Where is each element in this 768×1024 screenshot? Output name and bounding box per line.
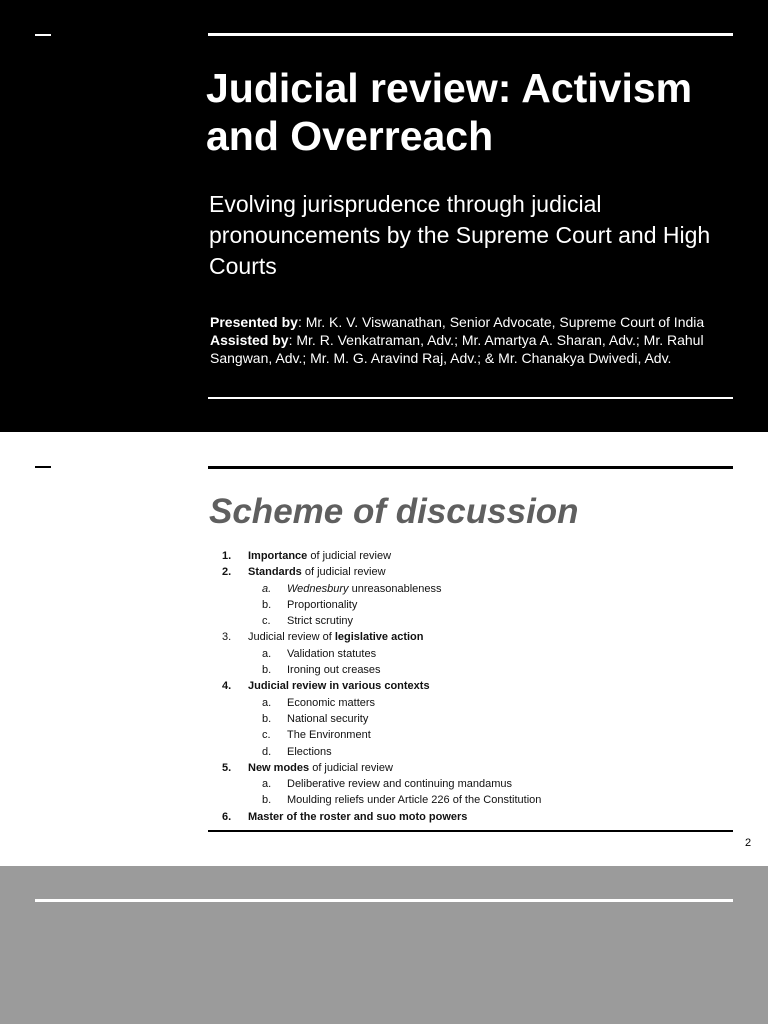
list-item-text — [248, 564, 386, 580]
agenda-slide — [0, 432, 768, 866]
sub-list-item-letter: c. — [262, 729, 271, 742]
sub-list-item — [222, 792, 742, 808]
sub-list-item-label: Proportionality — [287, 598, 358, 611]
list-item-text — [248, 629, 423, 645]
sub-list-item-label: Strict scrutiny — [287, 615, 354, 628]
list-item-text-rest: of judicial review — [307, 550, 392, 562]
sub-list-item — [222, 727, 742, 743]
list-item-text-rest: of judicial review — [309, 761, 393, 774]
top-rule — [208, 33, 733, 36]
presenter-text: : Mr. K. V. Viswanathan, Senior Advocate, Supreme Court of India — [297, 314, 705, 330]
list-item-text-rest: of judicial review — [301, 566, 386, 579]
list-item-text — [248, 678, 430, 694]
sub-list-item-label: Ironing out creases — [287, 664, 381, 677]
list-item-emphasis: Standards — [248, 566, 302, 579]
sub-list-item — [222, 613, 742, 629]
sub-list-item-label: Elections — [287, 745, 332, 758]
sub-list-item-text — [287, 792, 541, 808]
list-item — [222, 564, 742, 580]
list-item-number: 5. — [222, 761, 232, 774]
sub-list-item-letter: d. — [262, 745, 272, 758]
sub-list-item-text — [287, 581, 442, 597]
sub-list-item — [222, 597, 742, 613]
top-rule — [35, 899, 733, 902]
list-item-emphasis: Importance — [248, 550, 308, 562]
sub-list-item-letter: c. — [262, 615, 271, 628]
sub-list-item-label: National security — [287, 712, 369, 725]
sub-list-item — [222, 662, 742, 678]
sub-list-item — [222, 744, 742, 760]
top-rule — [208, 466, 733, 469]
list-item-text — [248, 548, 391, 564]
agenda-list — [222, 548, 742, 825]
list-item-emphasis: legislative action — [334, 631, 424, 644]
sub-list-item-label: Deliberative review and continuing mandamus — [287, 778, 513, 791]
sub-list-item-text — [287, 613, 353, 629]
bottom-rule — [208, 830, 733, 832]
sub-list-item-label: Moulding reliefs under Article 226 of the Constitution — [287, 794, 542, 807]
list-item — [222, 548, 742, 564]
assistants-line — [210, 331, 735, 367]
credits — [210, 313, 735, 367]
list-item-number: 6. — [222, 810, 232, 823]
list-item-number: 3. — [222, 631, 232, 644]
page-number: 2 — [745, 837, 752, 849]
bottom-rule — [208, 397, 733, 399]
sub-list-item-letter: b. — [262, 712, 272, 725]
list-item — [222, 760, 742, 776]
presented-by-label: Presented by — [210, 314, 298, 330]
list-item-number: 1. — [222, 550, 232, 562]
list-item-emphasis: New modes — [248, 761, 310, 774]
sub-list-item — [222, 646, 742, 662]
sub-list-item-text — [287, 776, 512, 792]
list-item — [222, 678, 742, 694]
slide-corner-dash — [35, 34, 51, 36]
sub-list-item-letter: a. — [262, 696, 272, 709]
list-item-text — [248, 809, 467, 825]
sub-list-item-letter: a. — [262, 778, 272, 791]
sub-list-item-label: The Environment — [287, 729, 371, 742]
sub-list-item-text — [287, 695, 375, 711]
assisted-by-label: Assisted by — [210, 332, 289, 348]
sub-list-item-italic: Wednesbury — [287, 582, 349, 595]
list-item-text — [248, 760, 393, 776]
list-item-number: 2. — [222, 566, 232, 579]
slide-corner-dash — [35, 466, 51, 468]
sub-list-item — [222, 581, 742, 597]
list-item — [222, 629, 742, 645]
sub-list-item-rest: unreasonableness — [348, 582, 442, 595]
list-item-emphasis: Judicial review in various contexts — [248, 680, 430, 693]
sub-list-item-letter: a. — [262, 647, 272, 660]
sub-list-item-text — [287, 727, 371, 743]
title-slide — [0, 0, 768, 432]
slide-title: Scheme of discussion — [209, 492, 579, 531]
assistants-text: : Mr. R. Venkatraman, Adv.; Mr. Amartya A. Sharan, Adv.; Mr. Rahul Sangwan, Adv.; Mr. M. G. Aravind Raj, Adv.; & Mr. Chanakya Dwivedi, Adv. — [210, 332, 704, 366]
sub-list-item-text — [287, 662, 381, 678]
sub-list-item — [222, 695, 742, 711]
sub-list-item-label: Validation statutes — [287, 647, 377, 660]
list-item-number: 4. — [222, 680, 232, 693]
sub-list-item-letter: b. — [262, 664, 272, 677]
list-item-emphasis: Master of the roster and suo moto powers — [248, 810, 468, 823]
sub-list-item-text — [287, 597, 357, 613]
sub-list-item-text — [287, 744, 332, 760]
sub-list-item-text — [287, 711, 368, 727]
presenter-line — [210, 313, 735, 331]
sub-list-item — [222, 711, 742, 727]
sub-list-item-text — [287, 646, 376, 662]
sub-list-item-label: Economic matters — [287, 696, 376, 709]
sub-list-item-letter: a. — [262, 582, 272, 595]
sub-list-item — [222, 776, 742, 792]
list-item — [222, 809, 742, 825]
sub-list-item-letter: b. — [262, 794, 272, 807]
slide-title: Judicial review: Activism and Overreach — [206, 65, 693, 159]
slide-subtitle: Evolving jurisprudence through judicial pronouncements by the Supreme Court and High Courts — [209, 191, 711, 279]
sub-list-item-letter: b. — [262, 598, 272, 611]
list-item-text-prefix: Judicial review of — [248, 631, 335, 644]
next-slide-preview — [0, 866, 768, 1024]
